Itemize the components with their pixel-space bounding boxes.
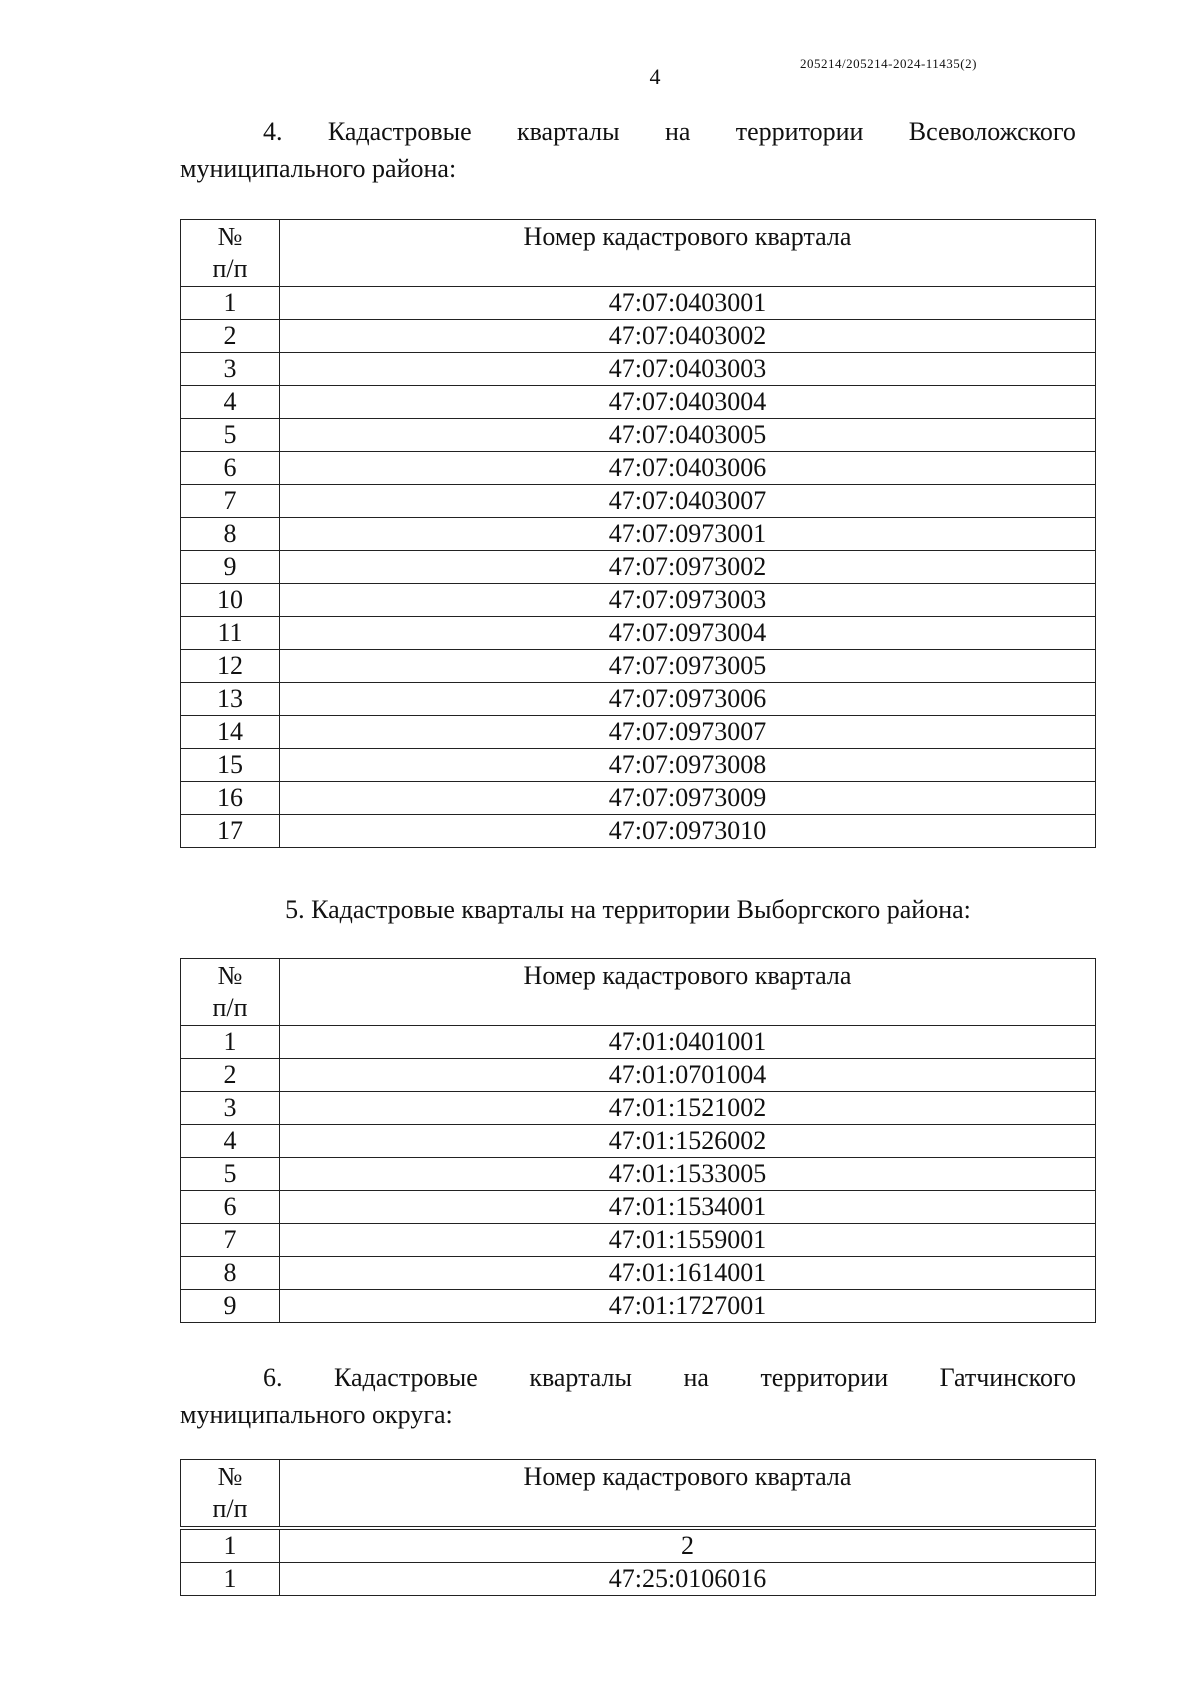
heading-line-2: муниципального района:	[180, 154, 457, 183]
row-number: 2	[181, 320, 280, 353]
table-row	[181, 1257, 1096, 1290]
row-number: 1	[181, 287, 280, 320]
table-row	[181, 452, 1096, 485]
col-cadastral-header: Номер кадастрового квартала	[280, 1460, 1096, 1529]
cadastral-number: 47:07:0973008	[280, 749, 1096, 782]
row-number: 9	[181, 1290, 280, 1323]
cadastral-number: 47:07:0973004	[280, 617, 1096, 650]
table-row	[181, 1092, 1096, 1125]
section-6-table	[180, 1459, 1096, 1596]
cadastral-number: 47:07:0403004	[280, 386, 1096, 419]
table-row	[181, 287, 1096, 320]
row-number: 10	[181, 584, 280, 617]
row-number: 5	[181, 1158, 280, 1191]
table-row	[181, 716, 1096, 749]
column-number: 1	[181, 1528, 280, 1563]
row-number: 3	[181, 1092, 280, 1125]
cadastral-number: 47:07:0973002	[280, 551, 1096, 584]
heading-word: 6.	[263, 1363, 283, 1392]
row-number: 1	[181, 1563, 280, 1596]
row-number: 6	[181, 1191, 280, 1224]
cadastral-number: 47:01:1526002	[280, 1125, 1096, 1158]
row-number: 16	[181, 782, 280, 815]
row-number: 15	[181, 749, 280, 782]
row-number: 17	[181, 815, 280, 848]
heading-word: 4.	[263, 117, 283, 146]
heading-word: Всеволожского	[908, 117, 1076, 146]
cadastral-number: 47:01:1559001	[280, 1224, 1096, 1257]
table-row	[181, 650, 1096, 683]
table-row	[181, 1125, 1096, 1158]
table-row	[181, 683, 1096, 716]
heading-word: кварталы	[516, 117, 620, 146]
column-number-row	[181, 1528, 1096, 1563]
table-row	[181, 1026, 1096, 1059]
table-row	[181, 386, 1096, 419]
table-header-row	[181, 220, 1096, 287]
row-number: 13	[181, 683, 280, 716]
table-row	[181, 1563, 1096, 1596]
row-number: 6	[181, 452, 280, 485]
section-4-table	[180, 219, 1096, 848]
table-header-row	[181, 1460, 1096, 1529]
cadastral-number: 47:07:0403003	[280, 353, 1096, 386]
row-number: 4	[181, 386, 280, 419]
row-number: 8	[181, 518, 280, 551]
row-number: 12	[181, 650, 280, 683]
table-row	[181, 584, 1096, 617]
section-6-heading	[180, 1359, 1076, 1433]
table-row	[181, 1158, 1096, 1191]
heading-word: Кадастровые	[334, 1363, 478, 1392]
page-number: 4	[649, 64, 661, 89]
cadastral-number: 47:01:1534001	[280, 1191, 1096, 1224]
row-number: 3	[181, 353, 280, 386]
table-row	[181, 485, 1096, 518]
table-row	[181, 551, 1096, 584]
cadastral-number: 47:07:0973007	[280, 716, 1096, 749]
row-number: 9	[181, 551, 280, 584]
table-header-row	[181, 959, 1096, 1026]
col-number-header: № п/п	[181, 220, 280, 287]
heading-word: территории	[760, 1363, 889, 1392]
table-row	[181, 419, 1096, 452]
cadastral-number: 47:25:0106016	[280, 1563, 1096, 1596]
heading-word: на	[683, 1363, 709, 1392]
heading-word: на	[664, 117, 691, 146]
row-number: 7	[181, 1224, 280, 1257]
cadastral-number: 47:07:0403001	[280, 287, 1096, 320]
cadastral-number: 47:07:0973006	[280, 683, 1096, 716]
heading-word: территории	[735, 117, 864, 146]
row-number: 8	[181, 1257, 280, 1290]
table-row	[181, 749, 1096, 782]
row-number: 11	[181, 617, 280, 650]
row-number: 1	[181, 1026, 280, 1059]
row-number: 4	[181, 1125, 280, 1158]
heading-word: кварталы	[529, 1363, 632, 1392]
section-5-heading: 5. Кадастровые кварталы на территории Выборгского района:	[285, 895, 971, 924]
cadastral-number: 47:01:0701004	[280, 1059, 1096, 1092]
cadastral-number: 47:07:0403002	[280, 320, 1096, 353]
cadastral-number: 47:01:1727001	[280, 1290, 1096, 1323]
row-number: 14	[181, 716, 280, 749]
table-row	[181, 353, 1096, 386]
table-row	[181, 1224, 1096, 1257]
section-5-table	[180, 958, 1096, 1323]
table-row	[181, 1290, 1096, 1323]
row-number: 7	[181, 485, 280, 518]
document-code: 205214/205214-2024-11435(2)	[800, 56, 977, 71]
cadastral-number: 47:01:1521002	[280, 1092, 1096, 1125]
table-row	[181, 518, 1096, 551]
col-number-header: № п/п	[181, 1460, 280, 1529]
table-row	[181, 320, 1096, 353]
heading-word: Гатчинского	[939, 1363, 1076, 1392]
table-row	[181, 1059, 1096, 1092]
table-row	[181, 1191, 1096, 1224]
cadastral-number: 47:07:0973010	[280, 815, 1096, 848]
table-row	[181, 617, 1096, 650]
table-row	[181, 782, 1096, 815]
cadastral-number: 47:01:0401001	[280, 1026, 1096, 1059]
cadastral-number: 47:07:0403007	[280, 485, 1096, 518]
col-cadastral-header: Номер кадастрового квартала	[280, 959, 1096, 1026]
cadastral-number: 47:07:0973001	[280, 518, 1096, 551]
cadastral-number: 47:07:0973003	[280, 584, 1096, 617]
heading-word: Кадастровые	[327, 117, 472, 146]
section-4-heading	[180, 113, 1076, 187]
heading-line-2: муниципального округа:	[180, 1400, 453, 1429]
cadastral-number: 47:07:0973009	[280, 782, 1096, 815]
column-number: 2	[280, 1528, 1096, 1563]
col-number-header: № п/п	[181, 959, 280, 1026]
table-row	[181, 815, 1096, 848]
cadastral-number: 47:07:0973005	[280, 650, 1096, 683]
cadastral-number: 47:07:0403006	[280, 452, 1096, 485]
row-number: 2	[181, 1059, 280, 1092]
cadastral-number: 47:01:1533005	[280, 1158, 1096, 1191]
col-cadastral-header: Номер кадастрового квартала	[280, 220, 1096, 287]
row-number: 5	[181, 419, 280, 452]
cadastral-number: 47:01:1614001	[280, 1257, 1096, 1290]
cadastral-number: 47:07:0403005	[280, 419, 1096, 452]
